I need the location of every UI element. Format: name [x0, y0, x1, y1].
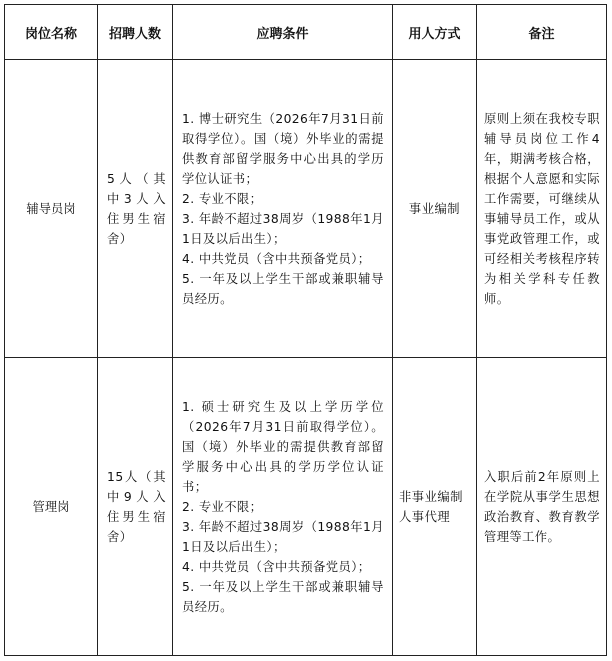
cell-requirements: [173, 358, 393, 656]
table-row-management: [5, 358, 607, 656]
requirement-item: 1. 博士研究生（2026年7月31日前取得学位）。国（境）外毕业的需提供教育部留学服务中心出具的学历学位认证书；: [182, 111, 384, 186]
cell-count: 5人（其中3人入住男生宿舍）: [98, 60, 173, 358]
recruitment-table: [4, 4, 607, 656]
cell-remarks: 入职后前2年原则上在学院从事学生思想政治教育、教育教学管理等工作。: [477, 358, 607, 656]
requirement-item: 5. 一年及以上学生干部或兼职辅导员经历。: [182, 271, 384, 306]
header-position: 岗位名称: [5, 5, 98, 60]
header-count: 招聘人数: [98, 5, 173, 60]
requirement-item: 5. 一年及以上学生干部或兼职辅导员经历。: [182, 579, 384, 614]
cell-employment: 非事业编制人事代理: [393, 358, 477, 656]
cell-remarks: 原则上须在我校专职辅导员岗位工作4年，期满考核合格，根据个人意愿和实际工作需要，可继续从事辅导员工作，或从事党政管理工作，或可经相关考核程序转为相关学科专任教师。: [477, 60, 607, 358]
cell-position: 辅导员岗: [5, 60, 98, 358]
header-remarks: 备注: [477, 5, 607, 60]
table-header-row: [5, 5, 607, 60]
requirement-item: 3. 年龄不超过38周岁（1988年1月1日及以后出生）；: [182, 519, 384, 554]
requirement-item: 4. 中共党员（含中共预备党员）；: [182, 251, 371, 266]
requirement-item: 1. 硕士研究生及以上学历学位（2026年7月31日前取得学位）。国（境）外毕业的需提供教育部留学服务中心出具的学历学位认证书；: [182, 399, 384, 494]
requirement-item: 3. 年龄不超过38周岁（1988年1月1日及以后出生）；: [182, 211, 384, 246]
table-row-counselor: [5, 60, 607, 358]
header-requirements: 应聘条件: [173, 5, 393, 60]
cell-position: 管理岗: [5, 358, 98, 656]
cell-requirements: [173, 60, 393, 358]
cell-employment: 事业编制: [393, 60, 477, 358]
requirement-item: 4. 中共党员（含中共预备党员）；: [182, 559, 371, 574]
header-employment: 用人方式: [393, 5, 477, 60]
requirement-item: 2. 专业不限；: [182, 499, 263, 514]
requirement-item: 2. 专业不限；: [182, 191, 263, 206]
cell-count: 15人（其中9人入住男生宿舍）: [98, 358, 173, 656]
